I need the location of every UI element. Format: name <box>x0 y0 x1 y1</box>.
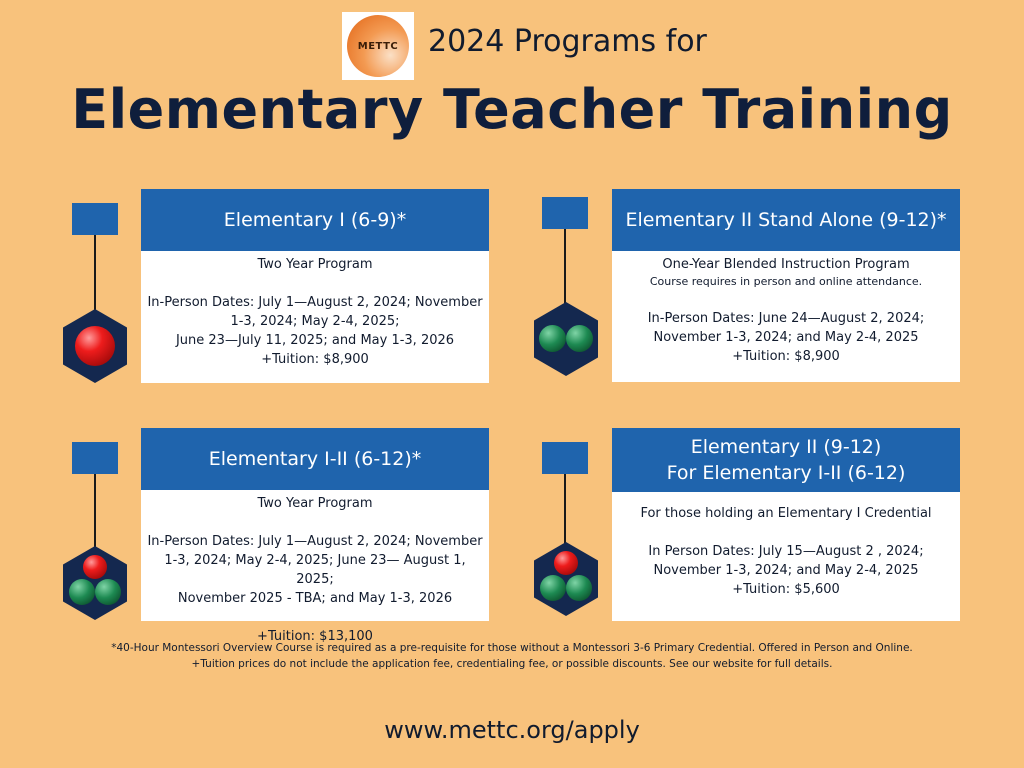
program-card-elementary-2-for-1-2 <box>612 428 960 621</box>
footnote-prerequisite: *40-Hour Montessori Overview Course is required as a pre-requisite for those without a Montessori 3-6 Primary Credential. Offered in Person and Online. <box>111 642 913 654</box>
program-card-title: Elementary I (6-9)* <box>141 189 489 251</box>
subtitle: 2024 Programs for <box>428 24 707 59</box>
footnote-tuition: +Tuition prices do not include the application fee, credentialing fee, or possible discounts. See our website for full details. <box>191 658 833 670</box>
program-dates: In-Person Dates: July 1—August 2, 2024; November 1-3, 2024; May 2-4, 2025; <box>147 295 483 329</box>
green-bead-icon <box>566 575 592 601</box>
red-bead-icon <box>554 551 578 575</box>
program-tuition: +Tuition: $13,100 <box>257 629 373 644</box>
program-dates-cont: November 1-3, 2024; and May 2-4, 2025 <box>653 563 919 578</box>
program-card-title: Elementary I-II (6-12)* <box>141 428 489 490</box>
pole-line <box>564 474 566 546</box>
logo-mark: METTC <box>347 15 409 77</box>
footnote <box>0 640 1024 672</box>
program-dates-cont: November 1-3, 2024; and May 2-4, 2025 <box>653 330 919 345</box>
page-title: Elementary Teacher Training <box>71 78 953 141</box>
pole-line <box>94 235 96 315</box>
program-tuition: +Tuition: $8,900 <box>732 349 840 364</box>
program-card-title-line2: For Elementary I-II (6-12) <box>666 462 906 484</box>
mettc-logo <box>342 12 414 80</box>
hexagon-icon <box>63 546 127 620</box>
green-bead-icon <box>95 579 121 605</box>
apply-url[interactable]: www.mettc.org/apply <box>384 716 640 744</box>
green-bead-icon <box>539 325 566 352</box>
program-card-title-line1: Elementary II (9-12) <box>690 436 882 458</box>
program-type: For those holding an Elementary I Credential <box>640 506 932 521</box>
program-dates-cont: June 23—July 11, 2025; and May 1-3, 2026 <box>175 333 455 348</box>
program-card-body <box>141 251 489 373</box>
hexagon-icon <box>534 302 598 376</box>
program-card-title: Elementary II Stand Alone (9-12)* <box>612 189 960 251</box>
hexagon-icon <box>63 309 127 383</box>
green-bead-icon <box>566 325 593 352</box>
flag-icon <box>72 203 118 235</box>
green-bead-icon <box>69 579 95 605</box>
program-tuition: +Tuition: $5,600 <box>732 582 840 597</box>
green-bead-icon <box>540 575 566 601</box>
program-dates-cont: November 2025 - TBA; and May 1-3, 2026 <box>177 591 453 606</box>
flag-icon <box>542 442 588 474</box>
flag-icon <box>72 442 118 474</box>
program-card-body <box>141 490 489 650</box>
program-type: One-Year Blended Instruction Program <box>662 257 910 272</box>
program-type: Two Year Program <box>257 496 373 511</box>
program-card-elementary-2-stand-alone <box>612 189 960 382</box>
program-dates: In-Person Dates: July 1—August 2, 2024; November 1-3, 2024; May 2-4, 2025; June 23— August 1, 2025; <box>147 534 483 587</box>
program-dates: In Person Dates: July 15—August 2 , 2024; <box>648 544 924 559</box>
pole-line <box>564 229 566 309</box>
program-note: Course requires in person and online attendance. <box>649 275 923 288</box>
flag-icon <box>542 197 588 229</box>
program-dates: In-Person Dates: June 24—August 2, 2024; <box>647 311 925 326</box>
red-bead-icon <box>75 326 115 366</box>
program-card-title <box>612 428 960 492</box>
program-card-elementary-1 <box>141 189 489 383</box>
program-card-body <box>612 492 960 603</box>
program-card-elementary-1-2 <box>141 428 489 644</box>
pole-line <box>94 474 96 550</box>
hexagon-icon <box>534 542 598 616</box>
program-tuition: +Tuition: $8,900 <box>261 352 369 367</box>
program-card-body <box>612 251 960 370</box>
program-type: Two Year Program <box>257 257 373 272</box>
red-bead-icon <box>83 555 107 579</box>
